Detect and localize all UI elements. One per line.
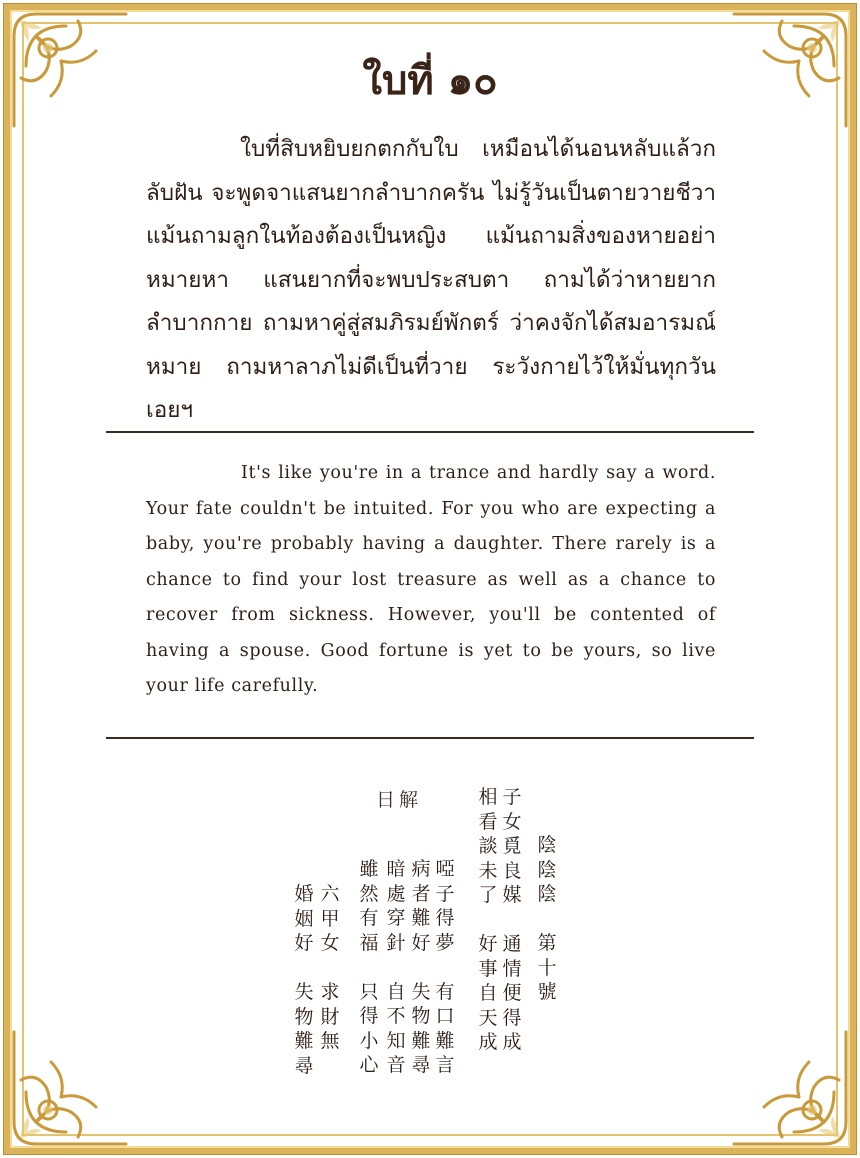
chinese-char: 便 [502,982,522,1004]
chinese-char: 成 [502,1031,522,1053]
chinese-char: 夢 [435,931,455,954]
chinese-char: 言 [435,1054,455,1076]
chinese-char: 尋 [294,1054,314,1077]
chinese-char: 子 [435,882,455,905]
chinese-char: 物 [411,1005,431,1027]
chinese-char: 暗 [386,858,406,880]
chinese-char: 子 [502,786,522,808]
chinese-char: 只 [359,980,379,1003]
chinese-char: 難 [411,907,431,929]
chinese-char: 不 [386,1005,406,1027]
chinese-char: 覓 [502,835,522,857]
chinese-char: 物 [294,1005,314,1028]
chinese-char: 尋 [411,1054,431,1076]
chinese-char: 然 [359,882,379,905]
chinese-char: 音 [386,1054,406,1076]
chinese-char: 得 [435,907,455,929]
chinese-char [327,956,333,981]
chinese-column [433,857,457,1078]
chinese-char [509,908,515,933]
chinese-char: 女 [502,810,522,833]
divider [106,737,754,739]
chinese-column [318,882,342,1054]
chinese-char: 第 [537,932,557,954]
chinese-char: 心 [359,1054,379,1076]
chinese-char: 媒 [502,884,522,906]
chinese-char [485,908,491,933]
page-title: ใบที่ ๑๐ [362,58,498,104]
ornament-corner-icon [6,1022,136,1152]
chinese-char: 有 [359,907,379,929]
chinese-column [500,785,524,1055]
chinese-char: 號 [537,981,557,1003]
chinese-char: 自 [386,980,406,1003]
chinese-char: 病 [411,858,431,880]
chinese-column [292,882,316,1078]
chinese-char: 財 [320,1005,340,1028]
divider [106,431,754,433]
chinese-char: 得 [502,1006,522,1029]
chinese-column [384,857,408,1078]
chinese-char: 成 [478,1031,498,1053]
chinese-column [409,857,433,1078]
chinese-char: 女 [320,932,340,954]
chinese-char: 天 [478,1006,498,1029]
chinese-char: 十 [537,956,557,979]
chinese-char: 失 [294,981,314,1003]
chinese-char [366,955,372,980]
chinese-char [442,955,448,980]
chinese-char: 口 [435,1005,455,1027]
chinese-column [535,833,559,1005]
chinese-char: 事 [478,957,498,980]
chinese-char: 穿 [386,907,406,929]
chinese-char: 難 [435,1029,455,1052]
chinese-char: 通 [502,933,522,955]
chinese-char: 情 [502,957,522,980]
chinese-char: 雖 [359,858,379,880]
english-translation: It's like you're in a trance and hardly say a word. Your fate couldn't be intuited. For you who are expecting a baby, you're probably having a daughter. There rarely is a chance to find your lost treasure as well as a chance to recover from sickness. However, you'll be contented of having a spouse. Good fortune is yet to be yours, so live your life carefully. [146,463,716,696]
chinese-char: 相 [478,786,498,808]
chinese-char: 處 [386,882,406,905]
chinese-char [418,955,424,980]
chinese-header: 日解 [376,789,423,811]
chinese-char: 好 [294,932,314,954]
chinese-char: 陰 [537,834,557,856]
chinese-char: 婚 [294,883,314,905]
chinese-char: 陰 [537,883,557,905]
chinese-char: 針 [386,931,406,954]
chinese-char: 好 [411,931,431,954]
chinese-char: 六 [320,883,340,905]
chinese-char: 自 [478,982,498,1004]
chinese-char: 知 [386,1029,406,1052]
chinese-char: 啞 [435,858,455,880]
chinese-char: 求 [320,981,340,1003]
chinese-char [393,955,399,980]
chinese-char: 者 [411,882,431,905]
chinese-char: 有 [435,980,455,1003]
ornament-corner-icon [724,1022,854,1152]
chinese-char: 無 [320,1030,340,1052]
chinese-char: 福 [359,931,379,954]
chinese-char [301,956,307,981]
chinese-char: 了 [478,884,498,906]
chinese-char: 良 [502,859,522,882]
chinese-char: 談 [478,835,498,857]
chinese-char: 得 [359,1005,379,1027]
chinese-char: 甲 [320,907,340,930]
thai-verse: ใบที่สิบหยิบยกตกกับใบ เหมือนได้นอนหลับแล้วกลับฝัน จะพูดจาแสนยากลำบากครัน ไม่รู้วันเป็นตายวายชีวา แม้นถามลูกในท้องต้องเป็นหญิง แม้นถามสิ่งของหายอย่าหมายหา แสนยากที่จะพบประสบตา ถามได้ว่าหายยากลำบากกาย ถามหาคู่สู่สมภิรมย์พักตร์ ว่าคงจักได้สมอารมณ์หมาย ถามหาลาภไม่ดีเป็นที่วาย ระวังกายไว้ให้มั่นทุกวันเอยฯ [146,136,716,423]
chinese-char: 姻 [294,907,314,930]
chinese-column [357,857,381,1078]
chinese-column [476,785,500,1055]
chinese-char: 看 [478,810,498,833]
chinese-char [544,907,550,932]
chinese-char: 陰 [537,858,557,881]
chinese-char: 難 [294,1030,314,1052]
chinese-char: 難 [411,1029,431,1052]
chinese-char: 未 [478,859,498,882]
chinese-char: 失 [411,980,431,1003]
chinese-char: 小 [359,1029,379,1052]
chinese-char: 好 [478,933,498,955]
